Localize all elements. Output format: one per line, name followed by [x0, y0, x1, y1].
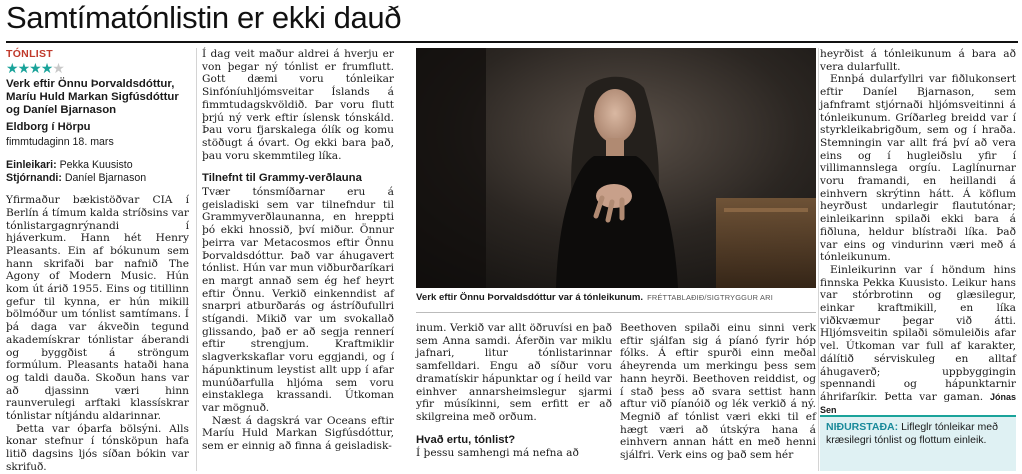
headline: Samtímatónlistin er ekki dauð	[6, 0, 402, 35]
star-empty-icon: ★	[52, 60, 64, 77]
subheading: Hvað ertu, tónlist?	[416, 433, 516, 446]
column-4	[620, 322, 816, 462]
conductor-credit	[6, 172, 189, 185]
reviewed-work: Verk eftir Önnu Þorvaldsdóttur, Maríu Huld Markan Sigfúsdóttur og Daníel Bjarnason	[6, 77, 179, 116]
caption-rule	[416, 312, 816, 313]
verdict-box	[820, 415, 1016, 471]
verdict-text: Lifleglr tónleikar með kræsilegri tónlist og flottum einleik.	[826, 421, 998, 446]
concert-date: fimmtudaginn 18. mars	[6, 136, 114, 149]
photo-image	[416, 48, 816, 288]
soloist-label: Einleikari:	[6, 159, 57, 172]
body-paragraph	[820, 264, 1016, 416]
column-divider	[818, 48, 819, 471]
column-5	[820, 48, 1016, 416]
body-paragraph: Þetta var óþarfa bölsýni. Alls konar stefnur í tónsköpun hafa litið dagsins ljós síðan bókin var skrifuð.	[6, 422, 189, 473]
caption-text: Verk eftir Önnu Þorvaldsdóttur var á tónleikunum.	[416, 292, 644, 303]
concert-photo	[416, 48, 816, 288]
verdict-label: NIÐURSTAÐA:	[826, 421, 899, 433]
column-divider	[196, 48, 197, 471]
star-icon: ★	[29, 60, 41, 77]
venue: Eldborg í Hörpu	[6, 120, 91, 133]
column-3	[416, 322, 612, 460]
body-paragraph: Yfirmaður bækistöðvar CIA í Berlín á tímum kalda stríðsins var tónlistargagnrýnandi í hjáverkum. Hann hét Henry Pleasants. Ein af bókunum sem hann skrifaði bar nafnið The Agony of Modern Music. Hún kom út árið 1955. Eins og titillinn gefur til kynna, er hún mikill bölmóður um tónlist samtímans. Í þá daga var ákveðin tegund akademískrar tónlistar áberandi og byggðist á ströngum formúlum. Pleasants hataði hana og taldi dauða. Skoðun hans var að djassinn væri hinn raunverulegi arftaki klassískrar tónlistar nítjándu aldarinnar.	[6, 194, 189, 423]
column-1	[6, 48, 189, 474]
star-rating	[6, 62, 189, 76]
body-paragraph: Ennþá dularfyllri var fiðlukonsert eftir Daníel Bjarnason, sem jafnframt stjórnaði hljómsveitinni á tónleikunum. Gríðarleg breidd var í styrkleikabrigðum, sem og í hraða. Stemningin var allt frá því að vera eins og í hugleiðslu yfir í villimannslega orgíu. Laglínurnar voru framandi, en heillandi á einhvern skrýtinn hátt. Á köflum heyrðust undarlegir flaututónar; einleikarinn spilaði ekki bara á fiðluna, heldur blístraði líka. Það var eins og vindurinn væri með á tónleikunum.	[820, 73, 1016, 264]
body-paragraph: inum. Verkið var allt öðruvísi en það sem Anna samdi. Áferðin var miklu jafnari, litur tónlistarinnar samfelldari. Engu að síður voru dramatískir hápunktar og í heild var einhver annarsheimslegur sjarmi yfir músíkinni, sem erfitt er að skilgreina með orðum.	[416, 322, 612, 423]
body-paragraph: Í þessu samhengi má nefna að	[416, 447, 579, 460]
star-icon: ★	[17, 60, 30, 77]
body-paragraph: Beethoven spilaði einu sinni verk eftir sjálfan sig á píanó fyrir hóp fólks. Á eftir spurði einn meðal áheyrenda um merkingu þess sem hann heyrði. Beethoven reiddist, og í stað þess að svara settist hann aftur við píanóið og lék verkið á ný. Megnið af tónlist væri ekki til ef hægt væri að útskýra hana á einhvern annan hátt en með henni sjálfri. Verk eins og það sem hér	[620, 322, 816, 462]
section-tag: TÓNLIST	[6, 48, 54, 60]
soloist-credit	[6, 159, 189, 172]
star-icon: ★	[40, 60, 53, 77]
conductor-label: Stjórnandi:	[6, 171, 62, 184]
body-paragraph: Næst á dagskrá var Oceans eftir Maríu Huld Markan Sigfúsdóttur, sem er einnig að finna á geisladisk-	[202, 414, 394, 453]
column-2	[202, 48, 394, 453]
closing-text: Einleikurinn var í höndum hins finnska Pekka Kuusisto. Leikur hans var stórbrotinn og glæsilegur, einkar kraftmikill, en líka viðkvæmur þegar við átti. Hljómsveitin spilaði sömuleiðis afar vel. Útkoman var full af karakter, dálítið sérviskuleg en alltaf áhugaverð; uppbyggingin spennandi og hápunktarnir áhrifaríkir. Þetta var gaman.	[820, 263, 1016, 403]
headline-rule	[6, 41, 1018, 43]
star-icon: ★	[6, 60, 18, 77]
byline: Jónas Sen	[820, 391, 1016, 415]
conductor-name: Daníel Bjarnason	[64, 171, 147, 184]
soloist-name: Pekka Kuusisto	[59, 159, 133, 172]
subheading: Tilnefnt til Grammy-verðlauna	[202, 172, 362, 185]
body-paragraph: heyrðist á tónleikunum á bara að vera dularfullt.	[820, 48, 1016, 73]
body-paragraph: Tvær tónsmíðarnar eru á geisladiski sem var tilnefndur til Grammyverðlaunanna, en hreppti þó ekki hnossið, því miður. Önnur þeirra var Metacosmos eftir Önnu Þorvaldsdóttur. Það var áhugavert tónlist. Hún var mun viðburðaríkari en margt annað sem ég hef heyrt eftir Önnu. Verkið einkenndist af snarpri atburðarás og ástríðufullri stígandi. Mikið var um svokallað glissando, það er að segja rennerí eftir strengjum. Kraftmiklir slagverkskaflar voru eggjandi, og í hápunktinum leystist allt upp í afar munúðarfulla hljóma sem voru einstaklega krassandi. Útkoman var mögnuð.	[202, 186, 394, 414]
body-paragraph: Í dag veit maður aldrei á hverju er von þegar ný tónlist er frumflutt. Gott dæmi voru tónleikar Sinfóníuhljómsveitar Íslands á fimmtudagskvöldið. Þar voru flutt þrjú ný verk eftir íslensk tónskáld. Þau voru fjarskalega ólík og komu stöðugt á óvart. Og ekki bara það, þau voru skemmtileg líka.	[202, 48, 394, 162]
photo-caption	[416, 292, 816, 310]
photo-credit: FRÉTTABLAÐIÐ/SIGTRYGGUR ARI	[647, 293, 773, 302]
